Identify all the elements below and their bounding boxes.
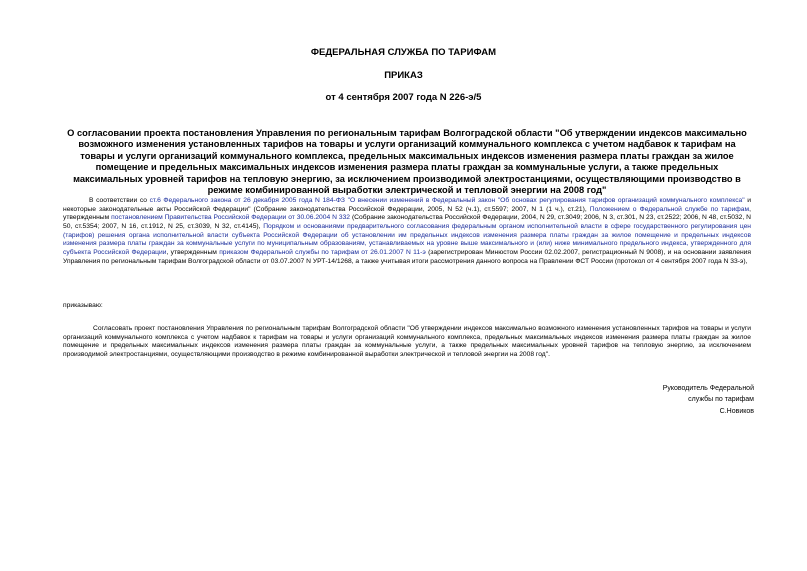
preamble-text-3: , утвержденным [63,205,751,222]
preamble-text-5: , утвержденным [166,248,220,256]
document-title: О согласовании проекта постановления Управления по региональным тарифам Волгоградской области "Об утверждении индексов максимально возможного изменения установленных тарифов на товары и услуги организаций коммунального комплекса с учетом надбавок к тарифам на товары и услуги организаций коммунального комплекса, предельных максимальных индексов изменения размера платы граждан за жилое помещение и предельных максимальных индексов изменения размера платы граждан за коммунальные услуги, а также предельных максимальных уровней тарифов на тепловую энергию, за исключением производимой электростанциями, осуществляющими производство в режиме комбинированной выработки электрической и тепловой энергии на 2008 год" [67,128,747,196]
signer-agency: службы по тарифам [688,396,754,404]
document-date-number: от 4 сентября 2007 года N 226-э/5 [325,92,482,103]
link-federal-law-184[interactable]: ст.6 Федерального закона от 26 декабря 2005 года N 184-ФЗ "О внесении изменений в Федеральный закон "Об основах регулирования тарифов организаций коммунального комплекса" [149,197,745,204]
order-paragraph: Согласовать проект постановления Управления по региональным тарифам Волгоградской области "Об утверждении индексов максимально возможного изменения установленных тарифов на товары и услуги организаций коммунального комплекса с учетом надбавок к тарифам на товары и услуги организаций коммунального комплекса, предельных максимальных индексов изменения размера платы граждан за жилое помещение и предельных максимальных индексов изменения размера платы граждан за коммунальные услуги, а также предельных максимальных уровней тарифов на тепловую энергию, за исключением производимой электростанциями, осуществляющими производство в режиме комбинированной выработки электрической и тепловой энергии на 2008 год". [63,325,751,358]
link-fst-regulation[interactable]: Положением о Федеральной службе по тарифам [589,205,750,213]
preamble-text-1: В соответствии со [89,197,150,204]
preamble-text-2: и некоторые законодательные акты Российской Федерации" (Собрание законодательства Российской Федерации, 2005, N 52 (ч.1), ст.5597; 2007, N 1 (1 ч.), ст.21), [63,197,751,213]
preamble-text-4: (Собрание законодательства Российской Федерации, 2004, N 29, ст.3049; 2006, N 3, ст.301, N 23, ст.2522; 2006, N 48, ст.5032, N 50, ст.5354; 2007, N 16, ст.1912, N 25, ст.3039, N 32, ст.4145), [63,214,751,230]
link-approval-procedure[interactable]: Порядком и основаниями предварительного согласования федеральным органом исполнительной власти в сфере государственного регулирования цен (тарифов) решения органа исполнительной власти субъекта Российской Федерации об установлении им предельных индексов изменения размера платы граждан за жилое помещение и предельных индексов изменения размера платы граждан за коммунальные услуги по муниципальным образованиям, устанавливаемых на уровне выше максимального и (или) ниже минимального предельного индекса, утвержденного для субъекта Российской Федерации [63,222,751,256]
agency-heading: ФЕДЕРАЛЬНАЯ СЛУЖБА ПО ТАРИФАМ [310,47,497,58]
document-type: ПРИКАЗ [384,70,423,81]
signature-block [614,383,754,417]
link-fst-order-11e[interactable]: приказом Федеральной службы по тарифам от 26.01.2007 N 11-э [219,248,426,256]
signer-position: Руководитель Федеральной [662,385,754,392]
signer-name: С.Новиков [719,407,754,415]
link-government-decree-332[interactable]: постановлением Правительства Российской Федерации от 30.06.2004 N 332 [111,214,351,222]
preamble-text-6: (зарегистрирован Минюстом России 02.02.2007, регистрационный N 9008), и на основании заявления Управления по региональным тарифам Волгоградской области от 03.07.2007 N УРТ-14/1268, а также учитывая итоги рассмотрения данного вопроса на Правлении ФСТ России (протокол от 4 сентября 2007 года N 33-э), [63,248,751,265]
preamble-paragraph [63,197,751,266]
order-word: приказываю: [63,302,103,309]
